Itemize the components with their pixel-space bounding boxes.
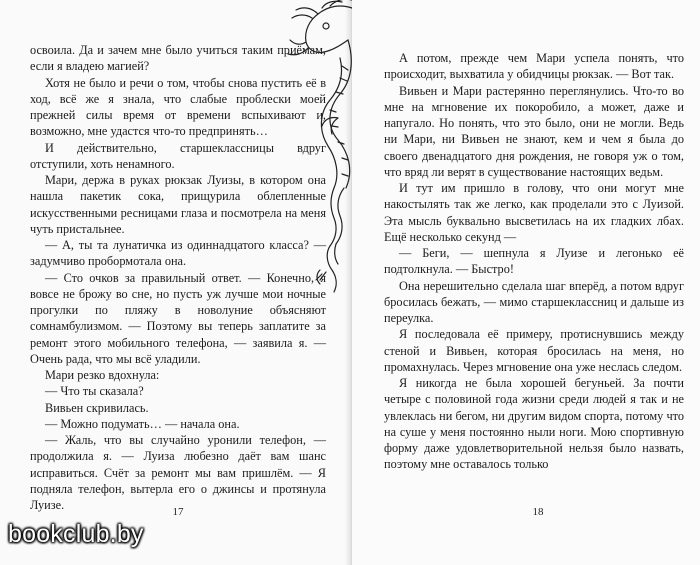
paragraph: Вивьен скривилась. [45, 400, 149, 415]
paragraph: Мари резко вдохнула: [45, 368, 160, 382]
paragraph: Хотя не было и речи о том, чтобы снова пустить её в ход, всё же я знала, что слабые проблески моей прежней силы время от времени вспыхивают и, возможно, мне удастся что-то предпринять… [30, 75, 326, 139]
page-number: 17 [172, 506, 184, 518]
paragraph: Мари, держа в руках рюкзак Луизы, в котором она нашла пакетик сока, прищурила облепленные искусственными ресницами глаза и посмотрела на меня чуть пристальнее. [30, 173, 326, 236]
paragraph: — Жаль, что вы случайно уронили телефон, — продолжила я. — Луиза любезно даёт вам шанс исправиться. Счёт за ремонт мы вам пришлём. — Я подняла телефон, вытерла его о джинсы и протянула Луизе. [30, 433, 326, 512]
paragraph: — Сто очков за правильный ответ. — Конечно, я вовсе не брожу во сне, но пусть уж лучше мои ночные прогулки по пляжу в новолуние объясняют сомнамбулизмом. — Поэтому вы теперь заплатите за ремонт этого мобильного телефона, — заявила я. — Очень рада, что мы всё уладили. [30, 270, 326, 366]
paragraph: — Что ты сказала? [45, 384, 144, 399]
paragraph: освоила. Да и зачем мне было учиться таким приёмам, если я владею магией? [30, 43, 326, 74]
paragraph: Она нерешительно сделала шаг вперёд, а потом вдруг бросилась бежать, — мимо старшеклассниц и дальше из переулка. [384, 278, 684, 325]
paragraph: Я никогда не была хорошей бегуньей. За почти четыре с половиной года жизни среди людей я так и не увлеклась ни бегом, ни другим видом спорта, потому что на суше у меня постоянно ныли ноги. Мою спортивную форму даже удовлетворительной нельзя было назвать, поэтому мне оставалось только [384, 376, 684, 472]
paragraph: — Можно подумать… — начала она. [45, 416, 240, 431]
page-number: 18 [532, 506, 544, 518]
paragraph: — Беги, — шепнула я Луизе и легонько её подтолкнула. — Быстро! [384, 246, 684, 277]
paragraph: — А, ты та лунатичка из одиннадцатого класса? — задумчиво пробормотала она. [30, 238, 326, 269]
paragraph: Вивьен и Мари растерянно переглянулись. Что-то во мне на мгновение их покоробило, а может, даже и напугало. Но понять, что это было, они не могли. Ведь ни Мари, ни Вивьен не знают, кем и чем я была до своего двенадцатого дня рождения, не говоря уж о том, что вряд ли верят в существование настоящих ведьм. [384, 83, 684, 179]
right-page [352, 0, 700, 565]
paragraph: И действительно, старшеклассницы вдруг отступили, хоть ненамного. [30, 140, 326, 171]
watermark: bookclub.by [8, 520, 144, 548]
right-page-text [384, 50, 684, 473]
paragraph: Я последовала её примеру, протиснувшись между стеной и Вивьен, которая бросилась на меня, но промахнулась. Через мгновение она уже неслась следом. [384, 327, 684, 374]
dragon-illustration-icon [282, 0, 354, 300]
paragraph: И тут им пришло в голову, что они могут мне накостылять так же легко, как проделали это с Луизой. Эта мысль буквально высветилась на их гладких лбах. Ещё несколько секунд — [384, 181, 684, 244]
paragraph: А потом, прежде чем Мари успела понять, что происходит, выхватила у обидчицы рюкзак. — Вот так. [384, 51, 684, 82]
